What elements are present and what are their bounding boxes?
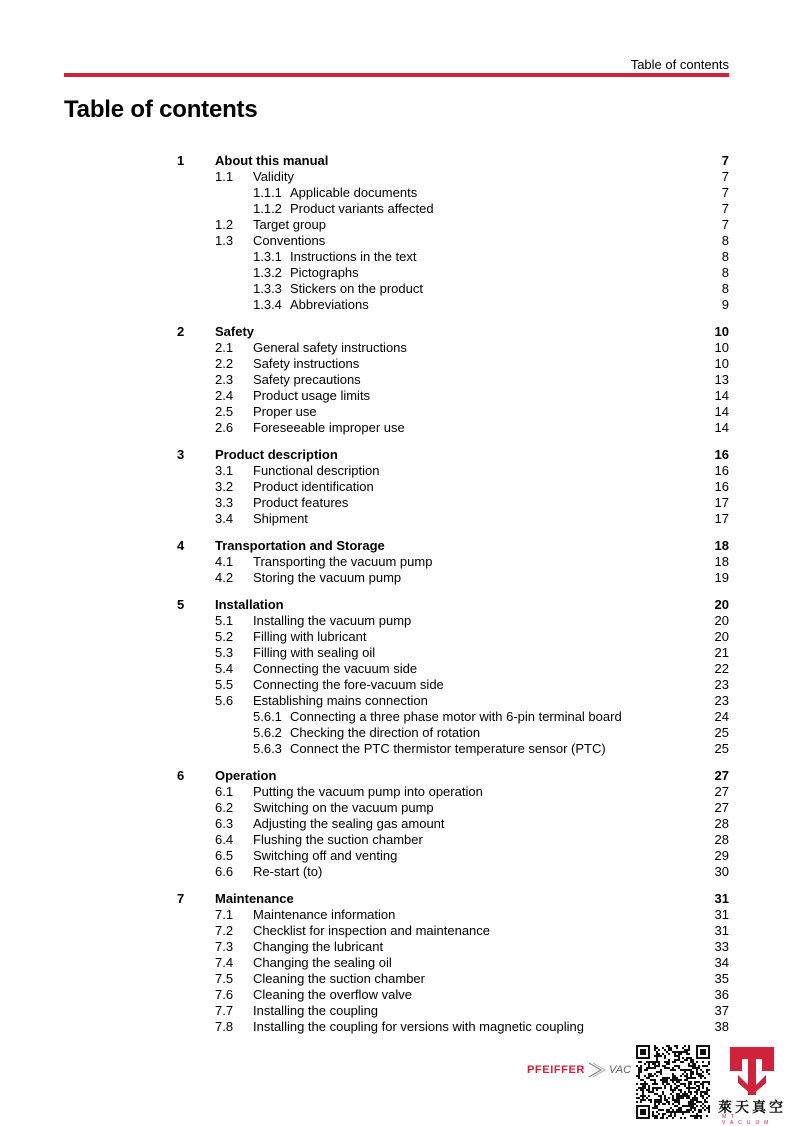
pfeiffer-wordmark: PFEIFFER [527,1064,585,1076]
toc-entry-3-4[interactable] [177,511,729,527]
toc-number: 2 [177,324,185,339]
toc-entry-6-3[interactable] [177,816,729,832]
toc-entry-chapter-2[interactable] [177,324,729,340]
toc-number: 7.2 [215,923,234,938]
toc-page-number: 20 [714,597,729,612]
toc-title: Checking the direction of rotation [290,725,481,740]
toc-title: Proper use [253,404,317,419]
toc-entry-5-3[interactable] [177,645,729,661]
toc-title: Connect the PTC thermistor temperature sensor (PTC) [290,741,606,756]
toc-title: General safety instructions [253,340,407,355]
toc-page-number: 14 [714,404,729,419]
toc-entry-7-3[interactable] [177,939,729,955]
toc-number: 6.1 [215,784,234,799]
toc-entry-6-1[interactable] [177,784,729,800]
toc-page-number: 8 [721,233,729,248]
toc-title: Foreseeable improper use [253,420,405,435]
toc-entry-7-8[interactable] [177,1019,729,1035]
toc-title: Pictographs [290,265,359,280]
toc-page-number: 22 [714,661,729,676]
toc-entry-chapter-3[interactable] [177,447,729,463]
toc-entry-5-2[interactable] [177,629,729,645]
toc-number: 5.5 [215,677,234,692]
toc-page-number: 23 [714,677,729,692]
toc-number: 7.7 [215,1003,234,1018]
toc-title: Installation [215,597,284,612]
toc-entry-7-7[interactable] [177,1003,729,1019]
toc-title: Validity [253,169,294,184]
toc-title: Functional description [253,463,380,478]
toc-number: 3.1 [215,463,234,478]
toc-number: 6.3 [215,816,234,831]
toc-page-number: 20 [714,613,729,628]
toc-number: 7.8 [215,1019,234,1034]
toc-title: Cleaning the suction chamber [253,971,425,986]
toc-entry-7-1[interactable] [177,907,729,923]
toc-number: 1 [177,153,185,168]
toc-entry-1-3-2[interactable] [177,265,729,281]
toc-title: Shipment [253,511,308,526]
toc-entry-chapter-6[interactable] [177,768,729,784]
toc-number: 7.1 [215,907,234,922]
toc-entry-2-1[interactable] [177,340,729,356]
toc-title: Checklist for inspection and maintenance [253,923,491,938]
toc-page-number: 18 [714,538,729,553]
toc-page-number: 10 [714,324,729,339]
toc-number: 6.4 [215,832,234,847]
toc-entry-3-2[interactable] [177,479,729,495]
toc-number: 5 [177,597,185,612]
toc-title: Safety [215,324,255,339]
toc-title: Adjusting the sealing gas amount [253,816,445,831]
toc-page-number: 25 [714,741,729,756]
toc-number: 6 [177,768,185,783]
toc-title: Product features [253,495,349,510]
toc-entry-2-5[interactable] [177,404,729,420]
toc-number: 5.3 [215,645,234,660]
toc-page-number: 37 [714,1003,729,1018]
toc-title: Storing the vacuum pump [253,570,402,585]
toc-chapter [177,447,729,527]
toc-page-number: 29 [714,848,729,863]
toc-chapter [177,891,729,1035]
toc-page-number: 27 [714,768,729,783]
toc-page-number: 7 [721,201,729,216]
toc-number: 1.1.2 [253,201,282,216]
toc-number: 5.6.2 [253,725,282,740]
toc-entry-chapter-7[interactable] [177,891,729,907]
toc-chapter [177,597,729,757]
toc-entry-5-6-2[interactable] [177,725,729,741]
toc-entry-7-2[interactable] [177,923,729,939]
toc-title: Stickers on the product [290,281,423,296]
header-rule [64,73,729,77]
toc-number: 1.3.2 [253,265,282,280]
toc-chapter [177,324,729,436]
toc-entry-chapter-5[interactable] [177,597,729,613]
toc-entry-4-2[interactable] [177,570,729,586]
toc-number: 7 [177,891,185,906]
toc-title: Installing the coupling for versions with magnetic coupling [253,1019,584,1034]
toc-number: 5.1 [215,613,234,628]
toc-number: 1.1 [215,169,234,184]
toc-title: Switching on the vacuum pump [253,800,434,815]
toc-chapter [177,153,729,313]
toc-title: Installing the vacuum pump [253,613,412,628]
pfeiffer-logo-icon [587,1060,607,1080]
toc-entry-4-1[interactable] [177,554,729,570]
toc-title: Safety precautions [253,372,361,387]
toc-page-number: 35 [714,971,729,986]
toc-title: Connecting the vacuum side [253,661,418,676]
toc-number: 6.2 [215,800,234,815]
toc-title: Maintenance [215,891,294,906]
toc-title: Abbreviations [290,297,369,312]
toc-number: 3 [177,447,185,462]
toc-page-number: 30 [714,864,729,879]
toc-chapter [177,768,729,880]
toc-title: Connecting the fore-vacuum side [253,677,444,692]
toc-entry-3-3[interactable] [177,495,729,511]
toc-title: Maintenance information [253,907,396,922]
toc-page-number: 18 [714,554,729,569]
toc-title: Safety instructions [253,356,360,371]
toc-entry-1-1-2[interactable] [177,201,729,217]
toc-number: 1.3.3 [253,281,282,296]
toc-title: Changing the lubricant [253,939,384,954]
running-head: Table of contents [630,57,729,72]
toc-entry-1-1[interactable] [177,169,729,185]
toc-entry-2-3[interactable] [177,372,729,388]
toc-page-number: 20 [714,629,729,644]
page-title: Table of contents [64,96,258,123]
toc-title: Flushing the suction chamber [253,832,423,847]
toc-number: 1.2 [215,217,234,232]
toc-number: 7.4 [215,955,234,970]
toc-page-number: 28 [714,816,729,831]
toc-title: Operation [215,768,277,783]
toc-title: Establishing mains connection [253,693,428,708]
toc-number: 2.6 [215,420,234,435]
toc-number: 4.1 [215,554,234,569]
toc-title: Product usage limits [253,388,371,403]
toc-page-number: 13 [714,372,729,387]
toc-page-number: 7 [721,169,729,184]
toc-title: Transportation and Storage [215,538,385,553]
toc-entry-5-6-3[interactable] [177,741,729,757]
toc-page-number: 10 [714,356,729,371]
toc-title: Conventions [253,233,326,248]
table-of-contents [177,153,729,1046]
toc-entry-5-1[interactable] [177,613,729,629]
toc-number: 6.5 [215,848,234,863]
toc-title: Changing the sealing oil [253,955,392,970]
toc-page-number: 34 [714,955,729,970]
toc-number: 7.3 [215,939,234,954]
toc-entry-6-2[interactable] [177,800,729,816]
toc-title: Cleaning the overflow valve [253,987,412,1002]
qr-code-icon [636,1045,710,1119]
toc-page-number: 27 [714,800,729,815]
toc-page-number: 16 [714,479,729,494]
toc-number: 6.6 [215,864,234,879]
toc-page-number: 14 [714,388,729,403]
toc-title: Connecting a three phase motor with 6-pin terminal board [290,709,622,724]
toc-number: 4 [177,538,185,553]
toc-number: 3.3 [215,495,234,510]
toc-entry-1-1-1[interactable] [177,185,729,201]
toc-page-number: 8 [721,249,729,264]
toc-page-number: 7 [721,217,729,232]
toc-number: 3.4 [215,511,234,526]
toc-entry-5-6-1[interactable] [177,709,729,725]
mt-chinese-name: 萊天真空 [718,1099,786,1115]
toc-entry-1-3-3[interactable] [177,281,729,297]
toc-number: 5.6.1 [253,709,282,724]
toc-page-number: 23 [714,693,729,708]
toc-page-number: 38 [714,1019,729,1034]
toc-page-number: 31 [714,891,729,906]
toc-page-number: 7 [721,185,729,200]
toc-page-number: 16 [714,447,729,462]
toc-number: 7.6 [215,987,234,1002]
toc-number: 1.3.4 [253,297,282,312]
mt-english-name: MT VACUUM [722,1114,774,1126]
toc-page-number: 19 [714,570,729,585]
toc-title: Filling with sealing oil [253,645,376,660]
toc-page-number: 14 [714,420,729,435]
toc-page-number: 17 [714,495,729,510]
toc-page-number: 8 [721,281,729,296]
toc-number: 2.1 [215,340,234,355]
toc-number: 5.4 [215,661,234,676]
toc-title: Product identification [253,479,374,494]
toc-entry-6-6[interactable] [177,864,729,880]
toc-number: 1.3 [215,233,234,248]
toc-page-number: 27 [714,784,729,799]
toc-title: Transporting the vacuum pump [253,554,433,569]
toc-page-number: 31 [714,907,729,922]
pfeiffer-logo [527,1060,637,1084]
toc-entry-2-2[interactable] [177,356,729,372]
toc-number: 2.5 [215,404,234,419]
toc-entry-6-5[interactable] [177,848,729,864]
toc-title: Filling with lubricant [253,629,367,644]
toc-number: 2.4 [215,388,234,403]
toc-page-number: 33 [714,939,729,954]
toc-entry-3-1[interactable] [177,463,729,479]
toc-page-number: 31 [714,923,729,938]
toc-page-number: 36 [714,987,729,1002]
toc-entry-7-6[interactable] [177,987,729,1003]
toc-entry-1-3-1[interactable] [177,249,729,265]
toc-entry-1-3-4[interactable] [177,297,729,313]
toc-page-number: 16 [714,463,729,478]
toc-title: Instructions in the text [290,249,417,264]
toc-page-number: 9 [721,297,729,312]
toc-entry-chapter-1[interactable] [177,153,729,169]
toc-title: Switching off and venting [253,848,398,863]
toc-entry-chapter-4[interactable] [177,538,729,554]
toc-title: Product description [215,447,338,462]
toc-number: 1.1.1 [253,185,282,200]
toc-page-number: 17 [714,511,729,526]
toc-title: Re-start (to) [253,864,323,879]
toc-number: 5.2 [215,629,234,644]
toc-entry-5-6[interactable] [177,693,729,709]
toc-title: Target group [253,217,326,232]
toc-title: Applicable documents [290,185,418,200]
toc-title: About this manual [215,153,329,168]
toc-page-number: 24 [714,709,729,724]
toc-page-number: 7 [721,153,729,168]
toc-entry-2-4[interactable] [177,388,729,404]
toc-number: 4.2 [215,570,234,585]
toc-entry-1-3[interactable] [177,233,729,249]
toc-entry-5-4[interactable] [177,661,729,677]
toc-entry-2-6[interactable] [177,420,729,436]
toc-number: 7.5 [215,971,234,986]
toc-number: 5.6 [215,693,234,708]
toc-number: 2.2 [215,356,234,371]
toc-page-number: 21 [714,645,729,660]
toc-page-number: 8 [721,265,729,280]
toc-entry-5-5[interactable] [177,677,729,693]
toc-title: Putting the vacuum pump into operation [253,784,483,799]
toc-number: 2.3 [215,372,234,387]
toc-title: Installing the coupling [253,1003,379,1018]
toc-number: 1.3.1 [253,249,282,264]
toc-entry-1-2[interactable] [177,217,729,233]
toc-entry-7-5[interactable] [177,971,729,987]
toc-number: 5.6.3 [253,741,282,756]
toc-entry-7-4[interactable] [177,955,729,971]
pfeiffer-vac-text: VAC [609,1064,632,1076]
toc-page-number: 28 [714,832,729,847]
toc-page-number: 10 [714,340,729,355]
toc-number: 3.2 [215,479,234,494]
toc-chapter [177,538,729,586]
toc-entry-6-4[interactable] [177,832,729,848]
toc-page-number: 25 [714,725,729,740]
toc-title: Product variants affected [290,201,434,216]
